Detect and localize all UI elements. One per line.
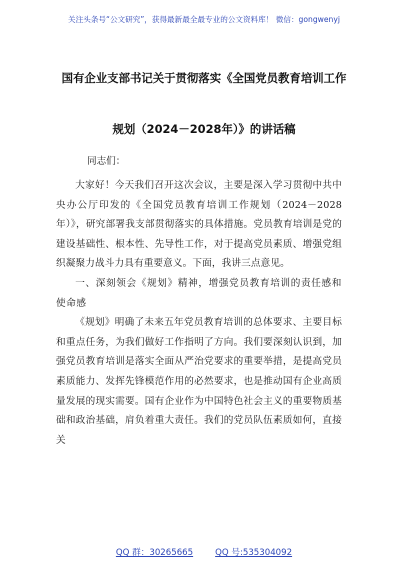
- footer-contact: [0, 546, 408, 558]
- paragraph-intro: 大家好！今天我们召开这次会议，主要是深入学习贯彻中共中央办公厅印发的《全国党员教育培训工作规划（2024－2028年）》，研究部署我支部贯彻落实的具体措施。党员教育培训是党的建设基础性、根本性、先导性工作，对于提高党员素质、增强党组织凝聚力战斗力具有重要意义。下面，我讲三点意见。: [56, 180, 342, 270]
- document-title-line-1: 国有企业支部书记关于贯彻落实《全国党员教育培训工作: [61, 71, 347, 85]
- section-heading-1: 一、深刻领会《规划》精神，增强党员教育培训的责任感和使命感: [56, 277, 342, 309]
- footer-qq-group[interactable]: QQ 群：30265665: [115, 548, 194, 558]
- paragraph-plan: 《规划》明确了未来五年党员教育培训的总体要求、主要目标和重点任务，为我们做好工作指明了方向。我们要深刻认识到，加强党员教育培训是落实全面从严治党要求的重要举措，是提高党员素质能力、发挥先锋模范作用的必然要求，也是推动国有企业高质量发展的现实需要。国有企业作为中国特色社会主义的重要物质基础和政治基础，肩负着重大责任。我们的党员队伍素质如何，直接关: [56, 317, 342, 446]
- salutation: 同志们：: [87, 156, 126, 167]
- document-title-line-2: 规划（2024－2028年）》的讲话稿: [112, 122, 296, 136]
- document-body: [56, 176, 342, 450]
- header-banner: 关注头条号“公文研究”，获得最新最全最专业的公文资料库！ 微信：gongwenyj: [68, 15, 340, 24]
- footer-qq-number[interactable]: QQ 号:535304092: [215, 548, 293, 558]
